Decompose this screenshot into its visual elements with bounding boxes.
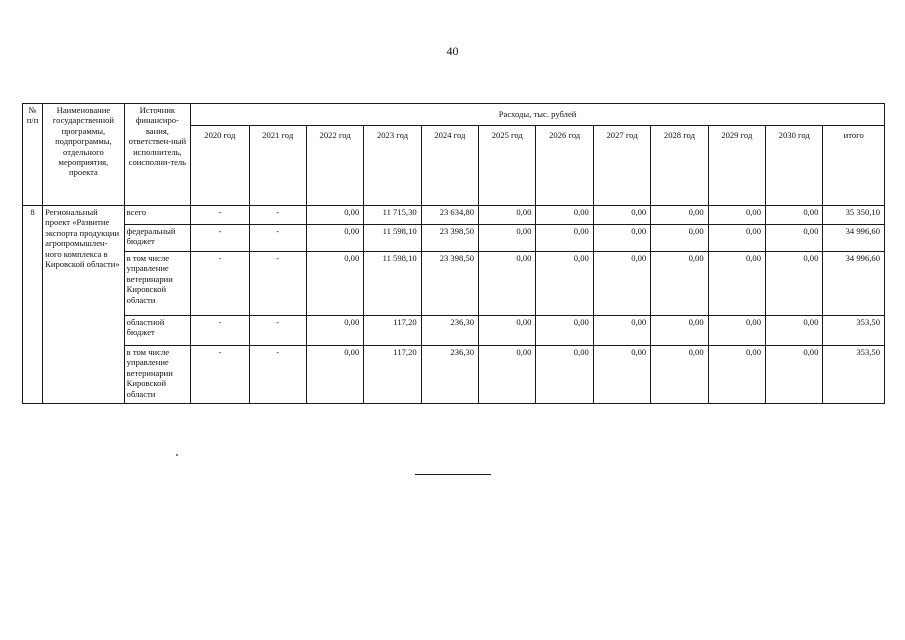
amount-cell: 353,50 [823,346,885,404]
amount-cell: 117,20 [364,316,421,346]
amount-cell: 0,00 [479,206,536,225]
amount-cell: 0,00 [536,252,593,316]
amount-cell: 0,00 [593,252,650,316]
amount-cell: 0,00 [593,206,650,225]
footer-rule [415,474,491,475]
amount-cell: 0,00 [536,225,593,252]
amount-cell: 0,00 [651,252,708,316]
amount-cell: 0,00 [479,252,536,316]
header-year: 2030 год [766,126,823,206]
amount-cell: 0,00 [479,316,536,346]
amount-cell: - [249,346,306,404]
header-year: 2022 год [306,126,363,206]
scan-speck [176,454,178,456]
amount-cell: - [191,316,249,346]
amount-cell: 0,00 [593,225,650,252]
amount-cell: 0,00 [306,346,363,404]
amount-cell: - [191,206,249,225]
amount-cell: 0,00 [306,206,363,225]
amount-cell: 0,00 [306,225,363,252]
amount-cell: - [191,346,249,404]
funding-source: в том числе управление ветеринарии Кировской области [124,252,190,316]
amount-cell: 0,00 [708,206,765,225]
header-year: 2027 год [593,126,650,206]
funding-source: федеральный бюджет [124,225,190,252]
project-name: Региональный проект «Развитие экспорта продукции агропромышлен-ного комплекса в Кировской области» [43,206,125,404]
page-number: 40 [446,44,459,58]
amount-cell: 0,00 [479,225,536,252]
table-row [23,225,885,252]
funding-source: всего [124,206,190,225]
header-name: Наименование государственной программы, подпрограммы, отдельного мероприятия, проекта [43,104,125,206]
table-row [23,316,885,346]
amount-cell: - [191,252,249,316]
header-year: 2029 год [708,126,765,206]
header-year: 2020 год [191,126,249,206]
amount-cell: 0,00 [651,206,708,225]
table-row [23,252,885,316]
amount-cell: 0,00 [593,316,650,346]
amount-cell: 117,20 [364,346,421,404]
amount-cell: 0,00 [651,346,708,404]
funding-source: областной бюджет [124,316,190,346]
table-row [23,346,885,404]
header-num: № п/п [23,104,43,206]
amount-cell: 0,00 [708,346,765,404]
header-year: итого [823,126,885,206]
funding-source: в том числе управление ветеринарии Кировской области [124,346,190,404]
amount-cell: 0,00 [651,225,708,252]
header-year: 2028 год [651,126,708,206]
amount-cell: 23 398,50 [421,252,478,316]
header-year: 2021 год [249,126,306,206]
amount-cell: 35 350,10 [823,206,885,225]
budget-table [22,103,885,404]
amount-cell: 34 996,60 [823,252,885,316]
amount-cell: - [249,206,306,225]
amount-cell: 0,00 [766,206,823,225]
amount-cell: 23 634,80 [421,206,478,225]
header-year: 2024 год [421,126,478,206]
amount-cell: 236,30 [421,346,478,404]
amount-cell: 0,00 [536,206,593,225]
amount-cell: - [249,252,306,316]
header-year: 2026 год [536,126,593,206]
amount-cell: 0,00 [766,225,823,252]
header-source: Источник финансиро-вания, ответствен-ный исполнитель, соисполни-тель [124,104,190,206]
amount-cell: 0,00 [766,316,823,346]
amount-cell: 0,00 [306,252,363,316]
table-row [23,206,885,225]
amount-cell: 236,30 [421,316,478,346]
amount-cell: 0,00 [708,252,765,316]
amount-cell: 11 598,10 [364,252,421,316]
amount-cell: 34 996,60 [823,225,885,252]
project-num: 8 [23,206,43,404]
amount-cell: - [191,225,249,252]
amount-cell: 0,00 [306,316,363,346]
amount-cell: 11 598,10 [364,225,421,252]
amount-cell: 0,00 [708,316,765,346]
amount-cell: 0,00 [593,346,650,404]
amount-cell: 0,00 [766,252,823,316]
amount-cell: 11 715,30 [364,206,421,225]
amount-cell: 0,00 [708,225,765,252]
amount-cell: 0,00 [536,316,593,346]
header-year: 2025 год [479,126,536,206]
amount-cell: 23 398,50 [421,225,478,252]
amount-cell: 0,00 [766,346,823,404]
amount-cell: 0,00 [651,316,708,346]
amount-cell: 0,00 [479,346,536,404]
amount-cell: 0,00 [536,346,593,404]
header-year: 2023 год [364,126,421,206]
amount-cell: - [249,316,306,346]
header-expenses: Расходы, тыс. рублей [191,104,885,126]
amount-cell: 353,50 [823,316,885,346]
amount-cell: - [249,225,306,252]
